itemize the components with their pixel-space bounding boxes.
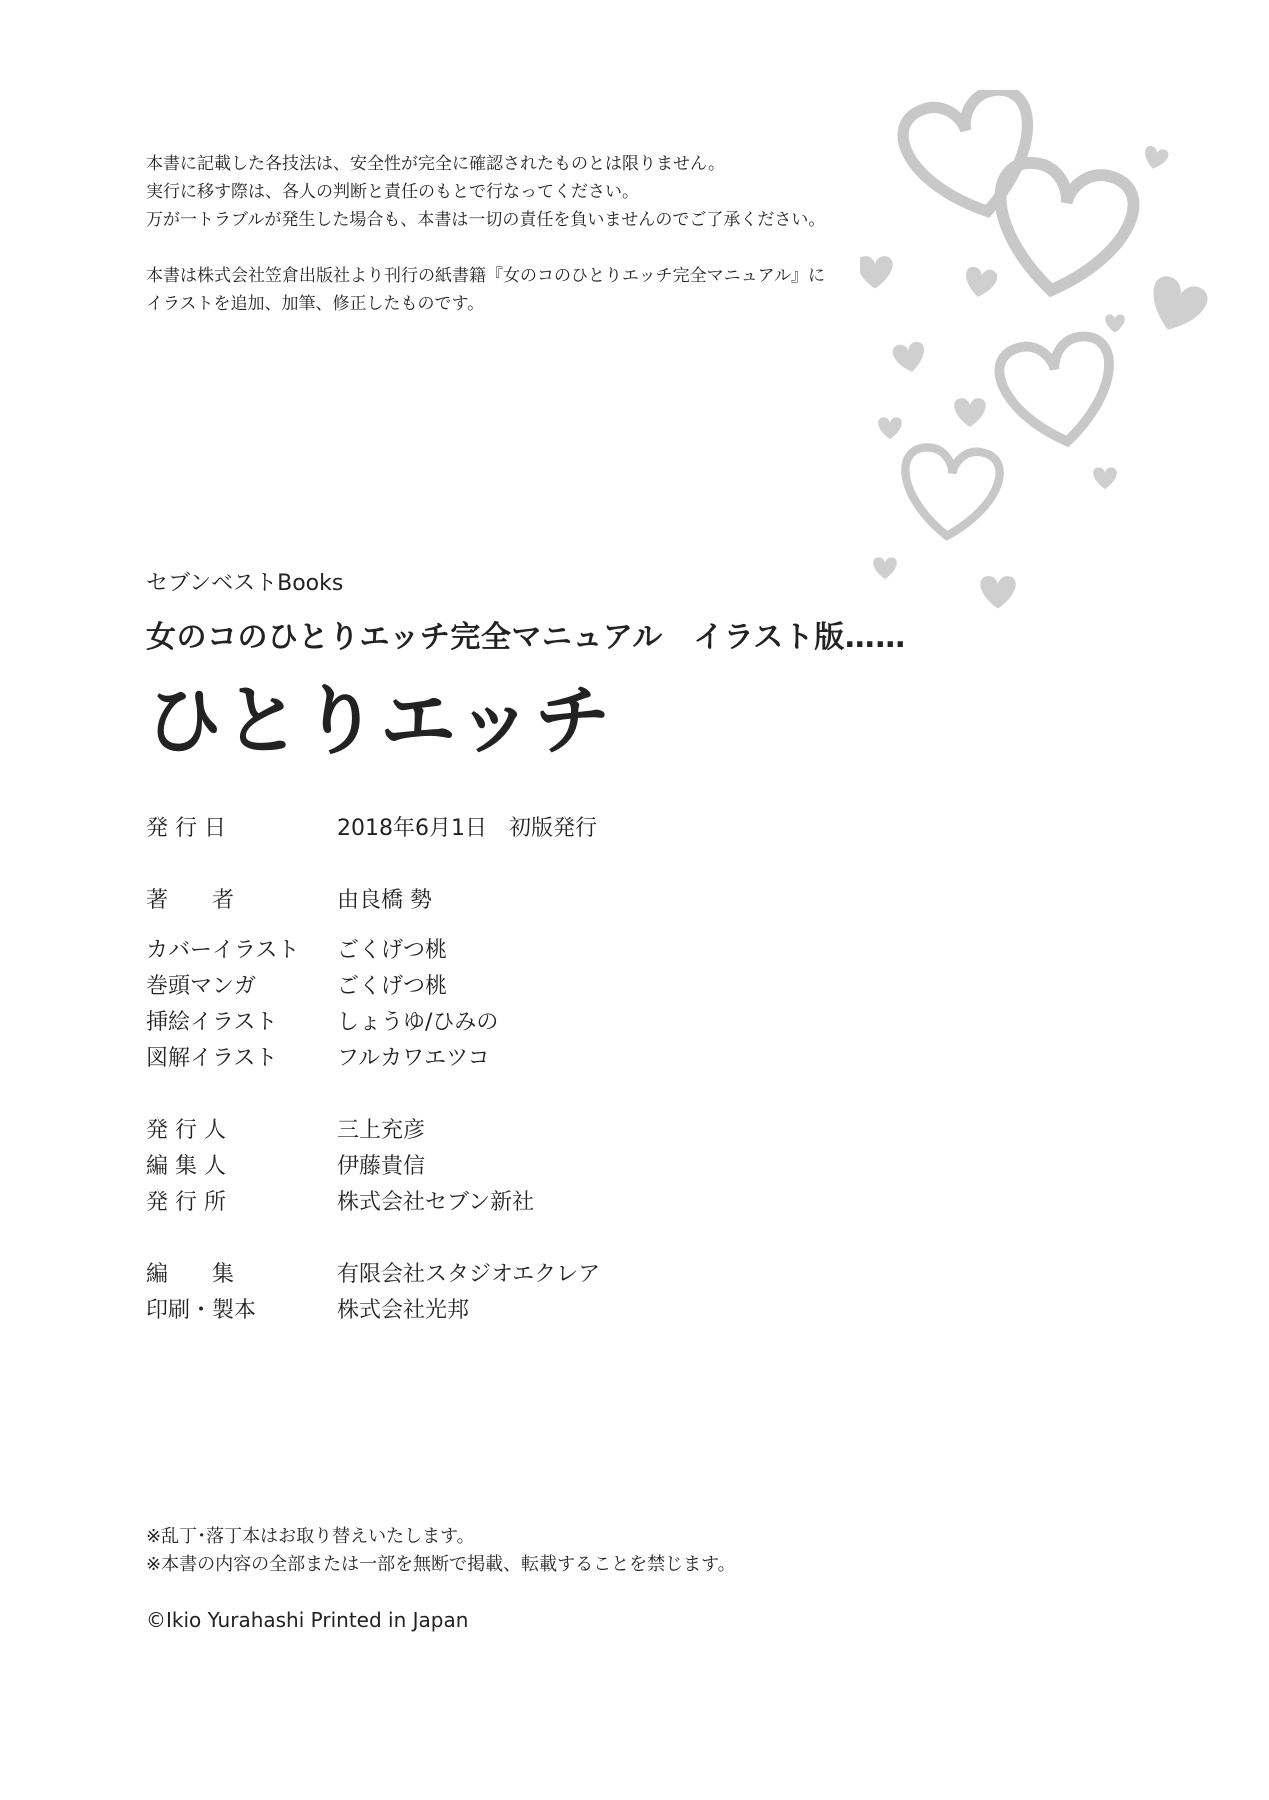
source-note-line: 本書は株式会社笠倉出版社より刊行の紙書籍『女のコのひとりエッチ完全マニュアル』に: [146, 266, 825, 286]
heart-icon: [873, 557, 897, 579]
disclaimer-block: [146, 150, 825, 318]
colophon-value: しょうゆ/ひみの: [337, 1009, 499, 1035]
colophon-value: フルカワエツコ: [337, 1045, 490, 1071]
colophon-value: 由良橋 勢: [337, 887, 432, 913]
colophon: [146, 808, 600, 1326]
colophon-row-date: [146, 808, 600, 844]
colophon-label: 編 集: [146, 1261, 235, 1287]
heart-icon: [892, 341, 928, 375]
heart-icon: [878, 417, 902, 439]
disclaimer-line: 万が一トラブルが発生した場合も、本書は一切の責任を負いませんのでご了承ください。: [146, 210, 826, 230]
heart-icon: [954, 398, 985, 427]
heart-icon: [985, 158, 1138, 302]
series-name: セブンベストBooks: [146, 571, 344, 596]
disclaimer-line: 本書に記載した各技法は、安全性が完全に確認されたものとは限りません。: [146, 154, 726, 174]
note-line: ※本書の内容の全部または一部を無断で掲載、転載することを禁じます。: [146, 1554, 736, 1575]
colophon-row-printing: [146, 1290, 600, 1326]
heart-icon: [1142, 273, 1211, 339]
colophon-label: 図解イラスト: [146, 1045, 278, 1071]
colophon-label: 編 集 人: [146, 1153, 226, 1179]
note-line: ※乱丁･落丁本はお取り替えいたします。: [146, 1526, 475, 1547]
heart-icon: [1093, 467, 1117, 489]
colophon-value: ごくげつ桃: [337, 937, 448, 963]
heart-icon: [1105, 314, 1125, 332]
colophon-label: 巻頭マンガ: [146, 973, 257, 999]
colophon-row-credit: [146, 1038, 600, 1074]
colophon-value: 三上充彦: [337, 1117, 426, 1143]
heart-icon: [900, 446, 1002, 540]
colophon-label: 発 行 所: [146, 1189, 226, 1215]
colophon-row-credit: [146, 1002, 600, 1038]
colophon-label: 発 行 人: [146, 1117, 226, 1143]
heart-icon: [996, 332, 1122, 450]
colophon-row-credit: [146, 966, 600, 1002]
colophon-row-editing: [146, 1254, 600, 1290]
colophon-label: 著 者: [146, 887, 235, 913]
colophon-value: ごくげつ桃: [337, 973, 448, 999]
colophon-label: カバーイラスト: [146, 937, 300, 963]
notes-block: [146, 1523, 736, 1579]
heart-icon: [980, 576, 1015, 608]
colophon-value: 2018年6月1日 初版発行: [337, 815, 597, 841]
colophon-label: 発 行 日: [146, 815, 226, 841]
disclaimer-line: 実行に移す際は、各人の判断と責任のもとで行なってください。: [146, 182, 639, 202]
colophon-label: 印刷・製本: [146, 1297, 257, 1323]
heart-decoration: [860, 90, 1240, 650]
book-subtitle: 女のコのひとりエッチ完全マニュアル イラスト版……: [146, 620, 906, 655]
heart-icon: [1141, 145, 1169, 172]
colophon-label: 挿絵イラスト: [146, 1009, 278, 1035]
heart-icon: [860, 256, 893, 288]
colophon-row-publishing-house: [146, 1182, 600, 1218]
colophon-value: 伊藤貴信: [337, 1153, 426, 1179]
colophon-row-credit: [146, 930, 600, 966]
book-title: ひとりエッチ: [146, 676, 613, 765]
colophon-value: 株式会社光邦: [337, 1297, 470, 1323]
colophon-row-editor: [146, 1146, 600, 1182]
source-note-line: イラストを追加、加筆、修正したものです。: [146, 294, 485, 314]
heart-icon: [962, 266, 998, 300]
colophon-row-author: [146, 880, 600, 916]
colophon-row-publisher: [146, 1110, 600, 1146]
colophon-value: 有限会社スタジオエクレア: [337, 1261, 601, 1287]
copyright: ©Ikio Yurahashi Printed in Japan: [146, 1608, 469, 1632]
colophon-value: 株式会社セブン新社: [337, 1189, 535, 1215]
